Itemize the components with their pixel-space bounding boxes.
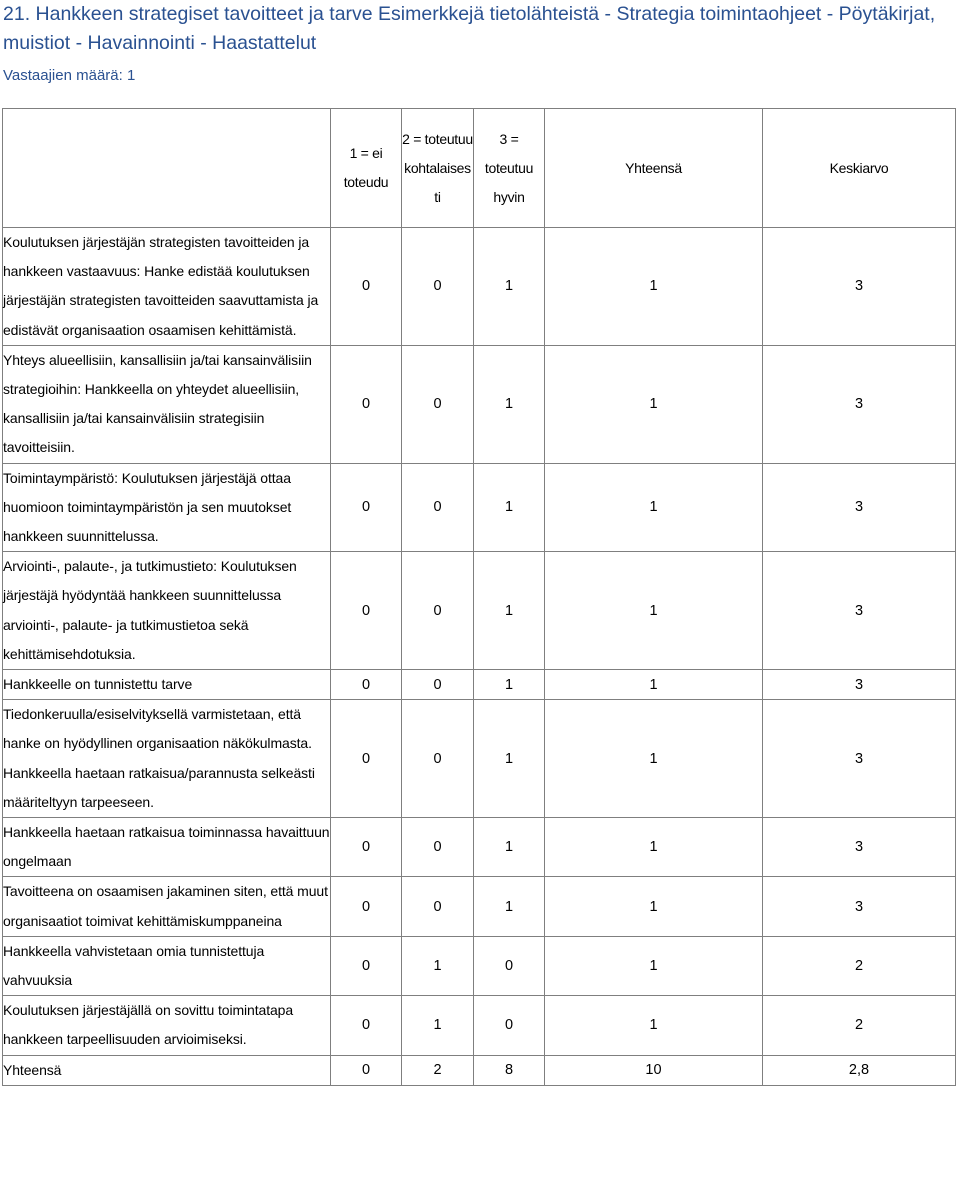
total-cell: 1 [545,463,763,552]
page-title: 21. Hankkeen strategiset tavoitteet ja tarve Esimerkkejä tietolähteistä - Strategia toimintaohjeet - Pöytäkirjat, muistiot - Havainnointi - Haastattelut [3,3,936,54]
value-cell: 1 [474,877,545,936]
average-cell: 3 [763,463,956,552]
value-cell: 0 [331,877,402,936]
question-label: Toimintaympäristö: Koulutuksen järjestäjä ottaa huomioon toimintaympäristön ja sen muutokset hankkeen suunnittelussa. [3,463,331,552]
value-cell: 0 [331,700,402,818]
total-cell: 1 [545,936,763,995]
average-cell: 3 [763,345,956,463]
average-cell: 2 [763,996,956,1055]
value-cell: 1 [474,670,545,700]
question-label: Koulutuksen järjestäjällä on sovittu toimintatapa hankkeen tarpeellisuuden arvioimiseksi. [3,996,331,1055]
value-cell: 1 [474,345,545,463]
column-header: Keskiarvo [763,109,956,228]
table-header-row [3,109,956,228]
value-cell: 0 [331,228,402,346]
value-cell: 1 [474,228,545,346]
total-cell: 1 [545,996,763,1055]
question-label: Tavoitteena on osaamisen jakaminen siten, että muut organisaatiot toimivat kehittämiskumppaneina [3,877,331,936]
respondent-count: Vastaajien määrä: 1 [3,67,136,84]
question-label: Arviointi-, palaute-, ja tutkimustieto: Koulutuksen järjestäjä hyödyntää hankkeen suunnittelussa arviointi-, palaute- ja tutkimustietoa sekä kehittämisehdotuksia. [3,552,331,670]
average-cell: 2 [763,936,956,995]
average-cell: 3 [763,818,956,877]
value-cell: 0 [331,818,402,877]
table-row [3,552,956,670]
total-cell: 1 [545,700,763,818]
column-header: 3 = toteutuu hyvin [474,109,545,228]
value-cell: 0 [402,700,474,818]
value-cell: 0 [474,996,545,1055]
total-label: Yhteensä [3,1055,331,1085]
survey-table [2,108,956,1086]
question-label: Hankkeella haetaan ratkaisua toiminnassa havaittuun ongelmaan [3,818,331,877]
value-cell: 0 [331,996,402,1055]
average-cell: 3 [763,670,956,700]
value-cell: 0 [331,552,402,670]
question-label: Yhteys alueellisiin, kansallisiin ja/tai kansainvälisiin strategioihin: Hankkeella on yhteydet alueellisiin, kansallisiin ja/tai kansainvälisiin strategisiin tavoitteisiin. [3,345,331,463]
value-cell: 1 [474,700,545,818]
average-cell: 3 [763,552,956,670]
value-cell: 0 [402,818,474,877]
value-cell: 0 [474,936,545,995]
value-cell: 2 [402,1055,474,1085]
total-cell: 1 [545,345,763,463]
total-cell: 1 [545,818,763,877]
average-cell: 2,8 [763,1055,956,1085]
header-corner [3,109,331,228]
value-cell: 0 [402,228,474,346]
value-cell: 0 [331,1055,402,1085]
table-row [3,228,956,346]
value-cell: 1 [474,818,545,877]
total-cell: 1 [545,670,763,700]
value-cell: 1 [402,996,474,1055]
table-row [3,996,956,1055]
table-row [3,670,956,700]
value-cell: 1 [474,463,545,552]
question-label: Tiedonkeruulla/esiselvityksellä varmistetaan, että hanke on hyödyllinen organisaation näkökulmasta. Hankkeella haetaan ratkaisua/parannusta selkeästi määriteltyyn tarpeeseen. [3,700,331,818]
value-cell: 8 [474,1055,545,1085]
table-row [3,345,956,463]
value-cell: 0 [402,670,474,700]
table-row [3,463,956,552]
column-header: 1 = ei toteudu [331,109,402,228]
value-cell: 0 [402,345,474,463]
average-cell: 3 [763,877,956,936]
value-cell: 1 [474,552,545,670]
average-cell: 3 [763,228,956,346]
value-cell: 0 [331,936,402,995]
total-cell: 10 [545,1055,763,1085]
value-cell: 1 [402,936,474,995]
total-cell: 1 [545,552,763,670]
question-label: Koulutuksen järjestäjän strategisten tavoitteiden ja hankkeen vastaavuus: Hanke edistää koulutuksen järjestäjän strategisten tavoitteiden saavuttamista ja edistävät organisaation osaamisen kehittämistä. [3,228,331,346]
value-cell: 0 [402,463,474,552]
column-header: 2 = toteutuu kohtalaises ti [402,109,474,228]
value-cell: 0 [402,877,474,936]
table-row [3,936,956,995]
total-row [3,1055,956,1085]
table-row [3,877,956,936]
question-label: Hankkeelle on tunnistettu tarve [3,670,331,700]
value-cell: 0 [402,552,474,670]
value-cell: 0 [331,345,402,463]
column-header: Yhteensä [545,109,763,228]
average-cell: 3 [763,700,956,818]
total-cell: 1 [545,877,763,936]
question-label: Hankkeella vahvistetaan omia tunnistettuja vahvuuksia [3,936,331,995]
table-row [3,818,956,877]
value-cell: 0 [331,670,402,700]
table-row [3,700,956,818]
value-cell: 0 [331,463,402,552]
total-cell: 1 [545,228,763,346]
